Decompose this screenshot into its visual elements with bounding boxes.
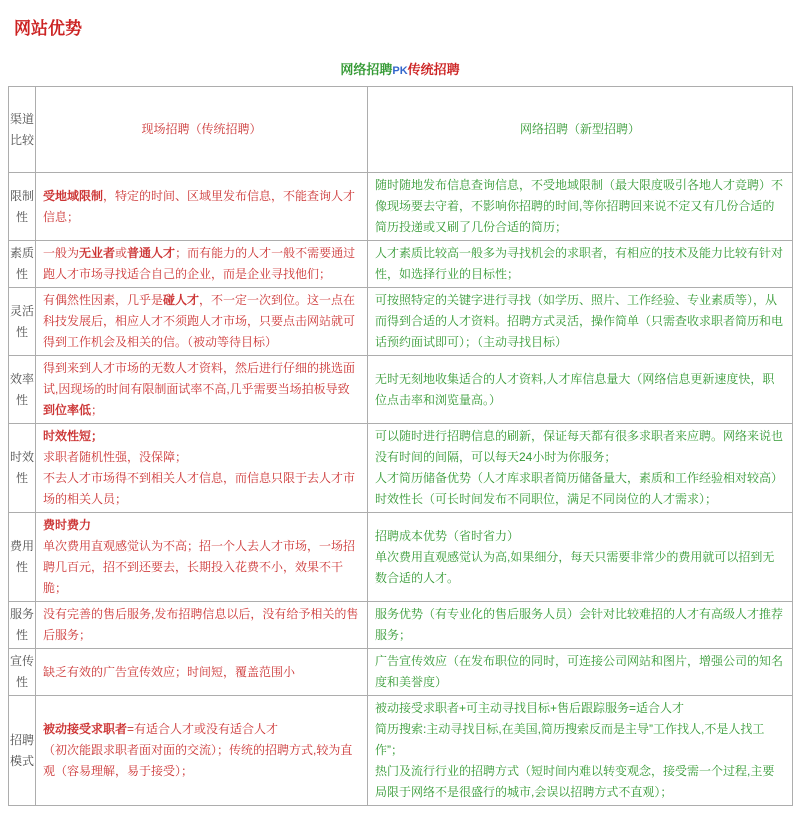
- row-label: 招聘模式: [9, 696, 36, 806]
- paragraph: 服务优势（有专业化的售后服务人员）会针对比较难招的人才有高级人才推荐服务；: [375, 607, 784, 642]
- online-cell: [368, 288, 793, 356]
- paragraph: 广告宣传效应（在发布职位的同时，可连接公司网站和图片，增强公司的知名度和美誉度）: [375, 654, 784, 689]
- table-row: [9, 602, 793, 649]
- traditional-cell: [36, 241, 368, 288]
- traditional-cell: [36, 173, 368, 241]
- paragraph: 被动接受求职者+可主动寻找目标+售后跟踪服务=适合人才: [375, 701, 685, 715]
- traditional-cell: [36, 424, 368, 513]
- row-label: 宣传性: [9, 649, 36, 696]
- traditional-cell: [36, 696, 368, 806]
- table-row: [9, 513, 793, 602]
- traditional-cell: [36, 356, 368, 424]
- paragraph: 缺乏有效的广告宣传效应；时间短，覆盖范围小: [43, 664, 296, 679]
- table-row: [9, 173, 793, 241]
- paragraph: 招聘成本优势（省时省力）: [375, 528, 520, 543]
- table-row: [9, 288, 793, 356]
- online-cell: [368, 696, 793, 806]
- paragraph: 单次费用直观感觉认为高,如果细分，每天只需要非常少的费用就可以招到无数合适的人才。: [375, 549, 775, 585]
- row-label: 限制性: [9, 173, 36, 241]
- header-row: [9, 87, 793, 173]
- paragraph: 单次费用直观感觉认为不高；招一个人去人才市场，一场招聘几百元，招不到还要去，长期投入花费不小，效果不干脆；: [43, 539, 356, 595]
- paragraph: 无时无刻地收集适合的人才资料,人才库信息量大（网络信息更新速度快，职位点击率和浏览量高。）: [375, 371, 775, 407]
- paragraph: 费时费力: [43, 518, 92, 532]
- row-label: 灵活性: [9, 288, 36, 356]
- paragraph: 受地域限制，特定的时间、区域里发布信息，不能查询人才信息；: [43, 188, 356, 224]
- paragraph: 时效性短；: [43, 429, 104, 443]
- row-label: 时效性: [9, 424, 36, 513]
- paragraph: 可按照特定的关键字进行寻找（如学历、照片、工作经验、专业素质等），从而得到合适的人才资料。招聘方式灵活，操作简单（只需查收求职者简历和电话预约面试即可）；（主动寻找目标）: [375, 293, 784, 349]
- paragraph: 有偶然性因素，几乎是碰人才，不一定一次到位。这一点在科技发展后，相应人才不须跑人才市场，只要点击网站就可得到工作机会及相关的信。（被动等待目标）: [43, 293, 356, 349]
- caption-pk-label: PK: [392, 65, 408, 77]
- paragraph: 人才简历储备优势（人才库求职者简历储备量大，素质和工作经验相对较高）时效性长（可长时间发布不同职位，满足不同岗位的人才需求）；: [375, 471, 784, 506]
- online-cell: [368, 649, 793, 696]
- table-row: [9, 356, 793, 424]
- caption-traditional-label: 传统招聘: [407, 62, 460, 77]
- paragraph: 人才素质比较高一般多为寻找机会的求职者，有相应的技术及能力比较有针对性，如选择行业的目标性；: [375, 246, 784, 281]
- table-row: [9, 241, 793, 288]
- traditional-cell: [36, 602, 368, 649]
- header-online: 网络招聘（新型招聘）: [368, 87, 793, 173]
- table-row: [9, 424, 793, 513]
- row-label: 效率性: [9, 356, 36, 424]
- header-corner: 渠道比较: [9, 87, 36, 173]
- traditional-cell: [36, 288, 368, 356]
- paragraph: 没有完善的售后服务,发布招聘信息以后，没有给予相关的售后服务；: [43, 607, 359, 642]
- online-cell: [368, 424, 793, 513]
- caption-online-label: 网络招聘: [340, 62, 393, 77]
- paragraph: 简历搜索:主动寻找目标,在美国,简历搜索反而是主导”工作找人,不是人找工作”；: [375, 722, 765, 757]
- paragraph: （初次能跟求职者面对面的交流）；传统的招聘方式,较为直观（容易理解，易于接受）；: [43, 743, 353, 778]
- header-traditional: 现场招聘（传统招聘）: [36, 87, 368, 173]
- traditional-cell: [36, 649, 368, 696]
- paragraph: 被动接受求职者=有适合人才或没有适合人才: [43, 722, 279, 736]
- paragraph: 不去人才市场得不到相关人才信息，而信息只限于去人才市场的相关人员；: [43, 471, 356, 506]
- traditional-cell: [36, 513, 368, 602]
- table-caption: [8, 59, 792, 78]
- online-cell: [368, 173, 793, 241]
- paragraph: 一般为无业者或普通人才；而有能力的人才一般不需要通过跑人才市场寻找适合自己的企业，而是企业寻找他们；: [43, 246, 356, 281]
- online-cell: [368, 602, 793, 649]
- comparison-table: [8, 86, 793, 806]
- paragraph: 求职者随机性强，没保障；: [43, 450, 188, 464]
- row-label: 费用性: [9, 513, 36, 602]
- online-cell: [368, 513, 793, 602]
- paragraph: 随时随地发布信息查询信息，不受地域限制（最大限度吸引各地人才竞聘）不像现场要去守着，不影响你招聘的时间,等你招聘回来说不定又有几份合适的简历投递或又刷了几份合适的简历；: [375, 178, 784, 234]
- table-row: [9, 696, 793, 806]
- paragraph: 得到来到人才市场的无数人才资料，然后进行仔细的挑选面试,因现场的时间有限制面试率不高,几乎需要当场拍板导致到位率低；: [43, 361, 356, 417]
- paragraph: 可以随时进行招聘信息的刷新，保证每天都有很多求职者来应聘。网络来说也没有时间的间隔，可以每天24小时为你服务；: [375, 429, 784, 464]
- table-row: [9, 649, 793, 696]
- page-title: 网站优势: [14, 19, 82, 38]
- online-cell: [368, 241, 793, 288]
- row-label: 服务性: [9, 602, 36, 649]
- comparison-table-body: [9, 87, 793, 806]
- row-label: 素质性: [9, 241, 36, 288]
- paragraph: 热门及流行行业的招聘方式（短时间内难以转变观念，接受需一个过程,主要局限于网络不是很盛行的城市,会误以招聘方式不直观）；: [375, 764, 775, 799]
- online-cell: [368, 356, 793, 424]
